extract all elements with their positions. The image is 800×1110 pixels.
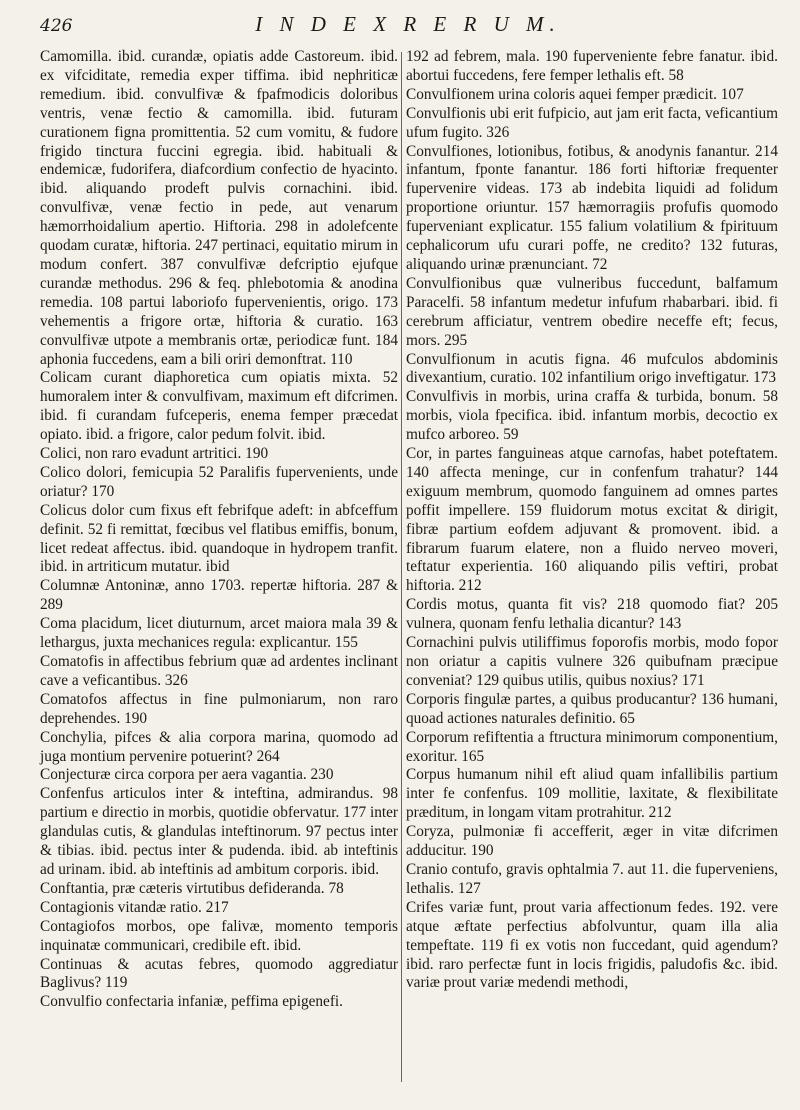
index-entry: Camomilla. ibid. curandæ, opiatis adde Castoreum. ibid. ex vifciditate, remedia exper tiffima. ibid nephriticæ remedium. ibid. convulfivæ & fpafmodicis doloribus ventris, venæ fectio & camomilla. ibid. futuram curationem figna promittentia. 52 cum vomitu, & fudore frigido tinctura fuccini egregia. ibid. habituali & endemicæ, fudorifera, diafcordium confectio de hyacinto. ibid. aliquando prodeft pulvis cornachini. ibid. convulfivæ, venæ fectio in pede, aut venarum hæmorrhoidalium apertio. Hiftoria. 298 in adolefcente quodam curatæ, hiftoria. 247 pertinaci, equitatio mirum in modum confert. 387 convulfivæ defcriptio ejufque curandæ methodus. 296 & feq. phlebotomia & anodina remedia. 108 partui laboriofo fupervenientis, origo. 173 vehementis a frigore ortæ, hiftoria & curatio. 163 convulfivæ utpote a membranis ortæ, periodicæ funt. 184 aphonia fuccedens, eam a bili oriri demonftrat. 110: [40, 48, 398, 368]
index-entry: Coryza, pulmoniæ fi accefferit, æger in vitæ difcrimen adducitur. 190: [406, 823, 778, 860]
index-entry: Cordis motus, quanta fit vis? 218 quomodo fiat? 205 vulnera, quonam fenfu lethalia dicantur? 143: [406, 596, 778, 633]
index-entry: Cornachini pulvis utiliffimus foporofis morbis, modo fopor non oriatur a capitis vulnere 326 quibufnam præcipue conveniat? 129 quibus utilis, quibus noxius? 171: [406, 634, 778, 689]
index-entry: Colicus dolor cum fixus eft febrifque adeft: in abfceffum definit. 52 fi remittat, fœcibus vel flatibus emiffis, bonum, licet redeat affectus. ibid. quandoque in hydropem tranfit. ibid. in artriticum mutatur. ibid: [40, 501, 398, 576]
index-entry: Colici, non raro evadunt artritici. 190: [40, 445, 269, 463]
index-entry: Corporis fingulæ partes, a quibus producantur? 136 humani, quoad actiones naturales definitio. 65: [406, 690, 778, 727]
index-entry: Cranio contufo, gravis ophtalmia 7. aut 11. die fuperveniens, lethalis. 127: [406, 860, 778, 897]
index-entry: Contagionis vitandæ ratio. 217: [40, 898, 229, 916]
index-entry: Colicam curant diaphoretica cum opiatis mixta. 52 humoralem inter & convulfivam, maximum eft difcrimen. ibid. fi curandam fufceperis, enema femper præcedat opiato. ibid. a frigore, calor pedum folvit. ibid.: [40, 369, 398, 444]
index-entry: Colico dolori, femicupia 52 Paralifis fupervenients, unde oriatur? 170: [40, 463, 398, 500]
index-entry: Conjecturæ circa corpora per aera vagantia. 230: [40, 766, 334, 784]
index-entry: Confenfus articulos inter & inteftina, admirandus. 98 partium e directio in morbis, quotidie obfervatur. 177 inter glandulas cutis, & glandulas inteftinorum. 97 pectus inter & tibias. ibid. pectus inter & pudenda. ibid. ab inteftinis ad urinam. ibid. ab inteftinis ad ambitum corporis. ibid.: [40, 785, 398, 878]
index-entry: Contagiofos morbos, ope falivæ, momento temporis inquinatæ communicari, credibile eft. ibid.: [40, 917, 398, 954]
index-entry: Comatofos affectus in fine pulmoniarum, non raro deprehendes. 190: [40, 690, 398, 727]
index-entry: Convulfionibus quæ vulneribus fuccedunt, balfamum Paracelfi. 58 infantum medetur infufum rhabarbari. ibid. fi cerebrum afficiatur, ventrem obedire neceffe eft; fecus, mors. 295: [406, 274, 778, 349]
index-entry: 192 ad febrem, mala. 190 fuperveniente febre fanatur. ibid. abortui fuccedens, fere femper lethalis eft. 58: [406, 48, 778, 84]
index-entry: Conftantia, præ cæteris virtutibus defideranda. 78: [40, 879, 344, 897]
index-entry: Comatofis in affectibus febrium quæ ad ardentes inclinant cave a veficantibus. 326: [40, 653, 398, 689]
index-entry: Convulfionis ubi erit fufpicio, aut jam erit facta, veficantium ufum fugito. 326: [406, 104, 778, 141]
index-entry: Coma placidum, licet diuturnum, arcet maiora mala 39 & lethargus, juxta mechanices regula: explicantur. 155: [40, 615, 398, 652]
page-number: 426: [40, 16, 73, 36]
index-entry: Conchylia, pifces & alia corpora marina, quomodo ad juga montium pervenire potuerint? 264: [40, 728, 398, 765]
index-entry: Corporum refiftentia a ftructura minimorum componentium, exoritur. 165: [406, 728, 778, 765]
index-entry: Corpus humanum nihil eft aliud quam infallibilis partium inter fe confenfus. 109 mollitie, laxitate, & flexibilitate præditum, in longam vitam protrahitur. 212: [406, 766, 778, 822]
index-entry: Convulfionem urina coloris aquei femper prædicit. 107: [406, 85, 744, 103]
right-index-column: [406, 48, 778, 993]
left-index-column: [40, 48, 398, 1012]
index-entry: Convulfiones, lotionibus, fotibus, & anodynis fanantur. 214 infantum, fponte fanantur. 186 forti hiftoriæ frequenter fupervenire videas. 173 ab indebita liquidi ad folidum proportione oriuntur. 157 hæmorragiis profufis quomodo fuperveniant explicatur. 155 falium volatilium & fpirituum cephalicorum ufu curari poffe, ne credito? 132 futuras, aliquando urinæ prænunciant. 72: [406, 142, 778, 273]
column-divider: [401, 52, 402, 1082]
index-entry: Cor, in partes fanguineas atque carnofas, habet poteftatem. 140 affecta meninge, cur in confenfum trahatur? 144 exiguum membrum, quomodo fanguinem ad omnes partes poffit impellere. 159 fluidorum motus excitat & dirigit, fibræ partium eofdem adjuvant & promovent. ibid. a fibrarum fuarum elatere, non a fluido nerveo moveri, teftatur experientia. 160 aliquando pilis veftiri, probat hiftoria. 212: [406, 445, 778, 595]
index-entry: Columnæ Antoninæ, anno 1703. repertæ hiftoria. 287 & 289: [40, 577, 398, 614]
index-entry: Continuas & acutas febres, quomodo aggrediatur Baglivus? 119: [40, 955, 398, 992]
index-entry: Crifes variæ funt, prout varia affectionum fedes. 192. vere atque æftate perfectius abfolvuntur, quam illa alia tempeftate. 119 fi ex votis non fuccedant, quid agendum? ibid. raro perfectæ funt in locis frigidis, paludofis &c. ibid. variæ prout variæ medendi methodi,: [406, 898, 778, 992]
index-entry: Convulfio confectaria infaniæ, peffima epigenefi.: [40, 993, 343, 1011]
page-header: [40, 6, 776, 40]
running-title: I N D E X R E R U M.: [255, 12, 561, 36]
index-entry: Convulfionum in acutis figna. 46 mufculos abdominis divexantium, curatio. 102 infantilium origo inveftigatur. 173: [406, 350, 778, 387]
index-entry: Convulfivis in morbis, urina craffa & turbida, bonum. 58 morbis, viola fpecifica. ibid. infantum morbis, decoctio ex mufco arboreo. 59: [406, 388, 778, 444]
